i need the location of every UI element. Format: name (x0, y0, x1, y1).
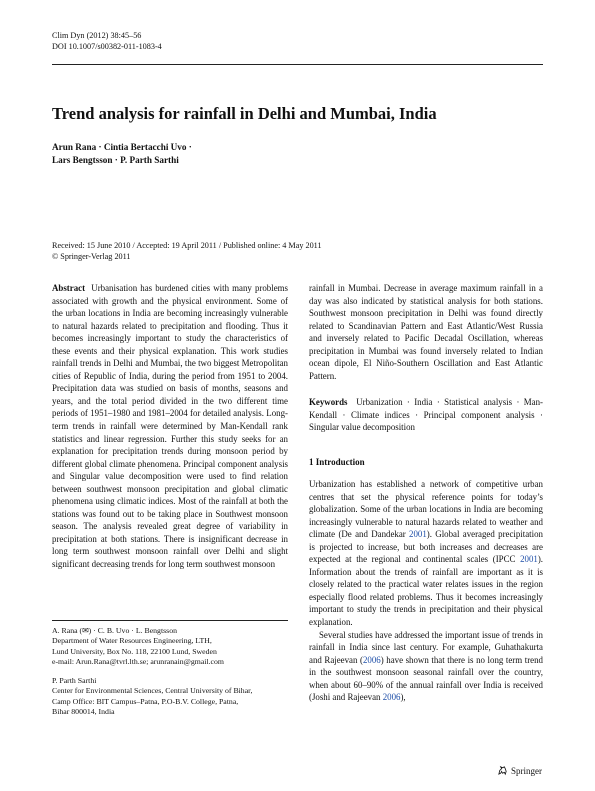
keywords-text: Urbanization · India · Statistical analysis · Man-Kendall · Climate indices · Principal component analysis · Singular value decomposition (309, 397, 544, 433)
authors-line-2: Lars Bengtsson · P. Parth Sarthi (52, 155, 179, 165)
affiliation-city: Bihar 800014, India (52, 707, 115, 717)
journal-citation: Clim Dyn (2012) 38:45–56 (52, 31, 142, 40)
affiliation-center: Center for Environmental Sciences, Central University of Bihar, (52, 686, 253, 696)
citation-link[interactable]: 2001 (520, 554, 538, 565)
intro-p1-text-b: ). Global averaged precipitation is projected to increase, but both increases and decreases are expected at the regional and continental scales (IPCC (309, 529, 543, 565)
abstract-label: Abstract (52, 283, 86, 293)
keywords (309, 396, 543, 434)
paper-title: Trend analysis for rainfall in Delhi and Mumbai, India (52, 104, 437, 123)
abstract-column (52, 282, 288, 571)
intro-p2-text-a: Several studies have addressed the important issue of trends in rainfall in India since last century. For example, Guhathakurta and Rajeevan ( (309, 629, 543, 665)
affiliation-address: Camp Office: BIT Campus–Patna, P.O-B.V. College, Patna, (52, 696, 239, 706)
journal-header (52, 30, 162, 52)
doi[interactable]: DOI 10.1007/s00382-011-1083-4 (52, 42, 162, 51)
affiliation-dept: Department of Water Resources Engineering, LTH, (52, 636, 212, 646)
intro-p1-text-c: ). Information about the trends of rainfall are important as it is closely related to the practical water relates issues in the region especially flood related problems. Thus it becomes increasingly important to study the trends in precipitation and their physical explanation. (309, 554, 543, 628)
abstract-continued: rainfall in Mumbai. Decrease in average maximum rainfall in a day was also indicated by statistical analysis for both stations. Southwest monsoon precipitation in Delhi was found directly related to Scandinavian Pattern and East Atlantic/West Russia and inversely related to Pacific Decadal Oscillation, whereas precipitation in Mumbai was found inversely related to Indian ocean dipole, El Niño-Southern Oscillation and East Atlantic Pattern. (309, 283, 543, 381)
affiliation-address: Lund University, Box No. 118, 22100 Lund, Sweden (52, 646, 217, 656)
section-heading-introduction: 1 Introduction (309, 457, 365, 467)
affiliation-author: P. Parth Sarthi (52, 676, 97, 685)
intro-paragraph-1 (309, 478, 543, 629)
footnote-rule (52, 620, 288, 621)
intro-p1-text-a: Urbanization has established a network of competitive urban centres that set the physical reference points for today’s globalization. Some of the urban locations in India are becoming increasingly vulnerable to natural hazards related to weather and climate (De and Dandekar (309, 479, 543, 540)
springer-horse-icon (497, 765, 508, 776)
author-list (52, 141, 192, 167)
citation-link[interactable]: 2006 (382, 692, 401, 703)
publisher-logo (497, 765, 542, 776)
intro-p2-text-b: ) have shown that there is no long term trend in the southwest monsoon seasonal rainfall over the country, when about 60–90% of the annual rainfall over India is received (Joshi and Rajeevan (309, 654, 543, 703)
publisher-name: Springer (511, 765, 542, 776)
affiliation-email[interactable]: e-mail: Arun.Rana@tvrl.lth.se; arunranain@gmail.com (52, 657, 224, 667)
keywords-label: Keywords (309, 397, 348, 408)
affiliation-1 (52, 626, 224, 668)
citation-link[interactable]: 2001 (409, 529, 427, 540)
copyright: © Springer-Verlag 2011 (52, 252, 131, 261)
authors-line-1: Arun Rana · Cintia Bertacchi Uvo · (52, 142, 192, 152)
intro-p2-text-c: ), (400, 692, 406, 703)
introduction-body (309, 478, 543, 704)
publication-dates (52, 240, 322, 262)
dates-line: Received: 15 June 2010 / Accepted: 19 April 2011 / Published online: 4 May 2011 (52, 241, 322, 250)
header-rule (52, 64, 543, 65)
intro-paragraph-2 (309, 629, 543, 704)
affiliation-authors: A. Rana (✉) · C. B. Uvo · L. Bengtsson (52, 626, 177, 635)
right-column (309, 282, 543, 434)
affiliation-2 (52, 676, 252, 718)
citation-link[interactable]: 2006 (362, 654, 381, 665)
abstract (52, 282, 288, 571)
abstract-text: Urbanisation has burdened cities with many problems associated with growth and the physical environment. Some of the urban locations in India are becoming increasingly vulnerable to natural hazards related to precipitation and flooding. Thus it becomes increasingly important to study the characteristics of these events and their physical explanation. This work studies rainfall trends in Delhi and Mumbai, the two biggest Metropolitan cities of Republic of India, during the period from 1951 to 2004. Precipitation data was studied on basis of months, seasons and years, and the total period divided in the two different time periods of 1951–1980 and 1981–2004 for detailed analysis. Long-term trends in rainfall were determined by Man-Kendall rank statistics and linear regression. Further this study seeks for an explanation for precipitation trends during monsoon period by different global climate phenomena. Principal component analysis and Singular value decomposition were used to find relation between southwest monsoon precipitation and global climatic phenomena using climatic indices. Most of the rainfall at both the stations was found out to be taking place in Southwest monsoon season. The analysis revealed great degree of variability in precipitation at both stations. There is insignificant decrease in long term southwest monsoon rainfall over Delhi and slight significant decreasing trends for long term southwest monsoon (52, 283, 289, 570)
